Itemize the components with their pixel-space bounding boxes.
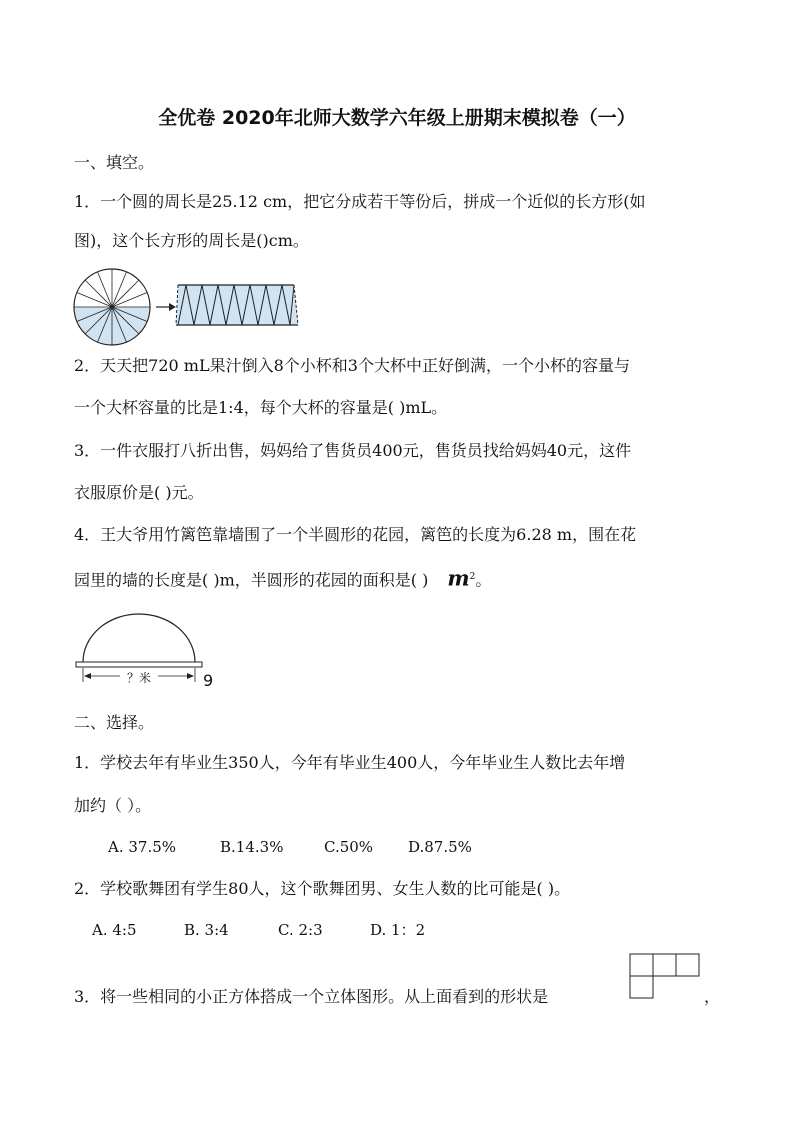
choice-1-option-a: A. 37.5%	[108, 838, 177, 856]
choice-2-option-c: C. 2:3	[278, 921, 323, 939]
choice-3-line-1: 3．将一些相同的小正方体搭成一个立体图形。从上面看到的形状是	[74, 987, 549, 1006]
question-2-line-1: 2．天天把720 mL果汁倒入8个小杯和3个大杯中正好倒满，一个小杯的容量与	[74, 356, 630, 375]
question-1-line-2: 图)，这个长方形的周长是()cm。	[74, 231, 309, 250]
section-heading-choice: 二、选择。	[74, 713, 155, 732]
choice-2-option-a: A. 4:5	[92, 921, 137, 939]
question-3-line-1: 3．一件衣服打八折出售，妈妈给了售货员400元，售货员找给妈妈40元，这件	[74, 441, 632, 460]
choice-3-end: ，	[704, 987, 721, 1006]
question-4-line-1: 4．王大爷用竹篱笆靠墙围了一个半圆形的花园，篱笆的长度为6.28 m，围在花	[74, 525, 637, 544]
question-2-line-2: 一个大杯容量的比是1:4，每个大杯的容量是( )mL。	[74, 398, 448, 417]
choice-1-line-1: 1．学校去年有毕业生350人，今年有毕业生400人，今年毕业生人数比去年增	[74, 753, 626, 772]
choice-1-option-b: B.14.3%	[220, 838, 284, 856]
choice-1-option-c: C.50%	[324, 838, 374, 856]
choice-1-options	[108, 836, 472, 858]
area-unit: m	[447, 565, 470, 591]
choice-2-option-d: D. 1：2	[370, 921, 426, 939]
page-title: 全优卷 2020年北师大数学六年级上册期末模拟卷（一）	[158, 107, 636, 129]
question-4-line-2-text: 园里的墙的长度是( )m，半圆形的花园的面积是( )	[74, 570, 429, 590]
choice-2-line-1: 2．学校歌舞团有学生80人，这个歌舞团男、女生人数的比可能是( )。	[74, 879, 571, 898]
question-1-line-1: 1．一个圆的周长是25.12 cm，把它分成若干等份后，拼成一个近似的长方形(如	[74, 192, 646, 211]
choice-1-option-d: D.87.5%	[408, 838, 472, 856]
choice-2-options	[92, 919, 425, 941]
choice-1-line-2: 加约（ ）。	[74, 796, 152, 815]
section-heading-fill: 一、填空。	[74, 153, 155, 172]
question-3-line-2: 衣服原价是( )元。	[74, 483, 204, 502]
area-unit-exponent: 2	[469, 572, 476, 582]
top-view-figure	[628, 952, 702, 1002]
figure-mark: 9	[203, 671, 214, 690]
choice-2-option-b: B. 3:4	[184, 921, 229, 939]
sectored-circle-figure	[72, 267, 152, 347]
question-4-line-2	[74, 566, 491, 591]
figure-length-label: ？米	[127, 671, 152, 685]
rearranged-rectangle-figure	[172, 281, 302, 329]
question-4-line-2-end: 。	[475, 570, 492, 590]
